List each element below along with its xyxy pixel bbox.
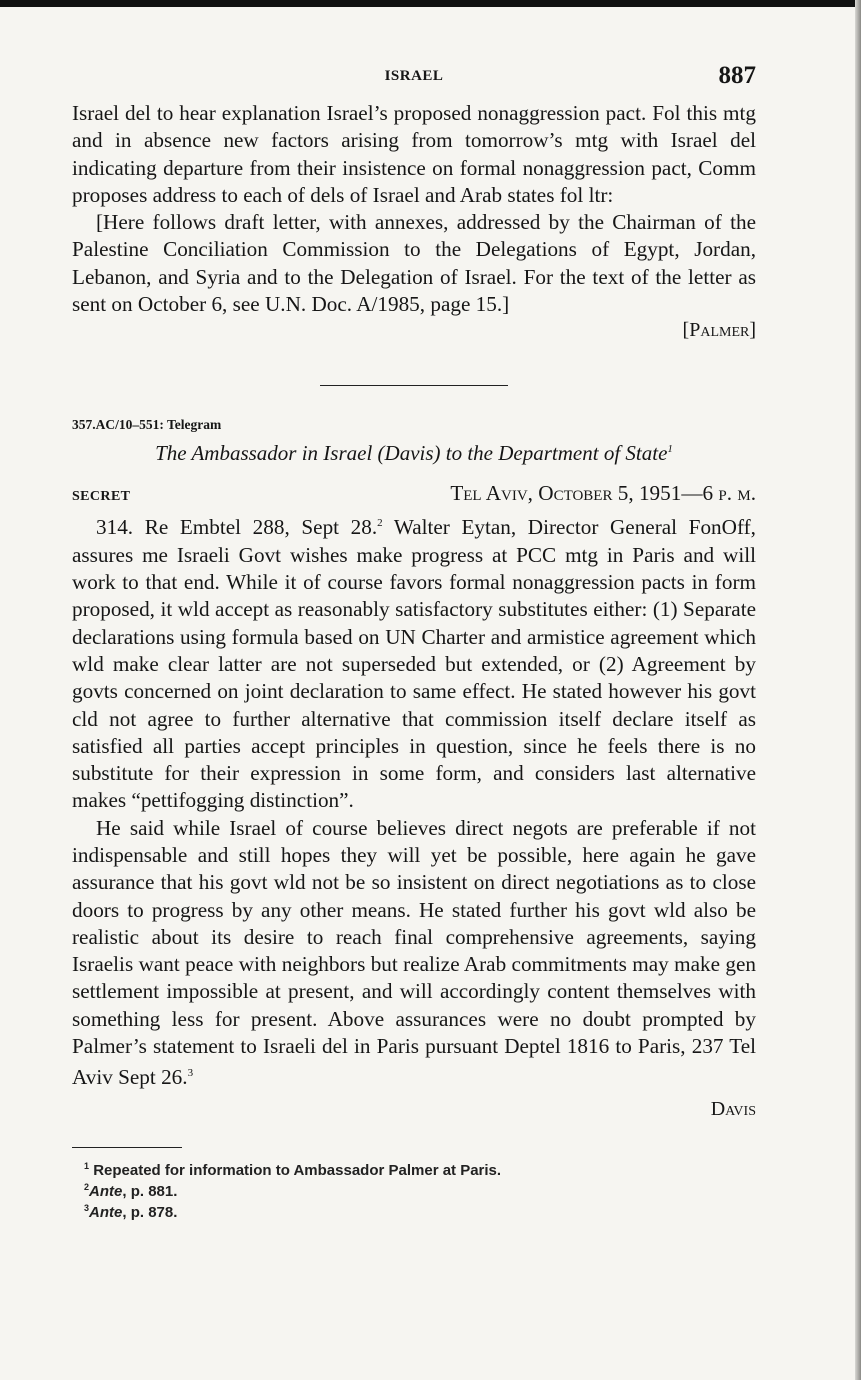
dateline: Tel Aviv, October 5, 1951—6 p. m. — [450, 481, 756, 506]
file-reference: 357.AC/10–551: Telegram — [72, 417, 222, 433]
footnote-ref-1: 1 — [667, 443, 673, 456]
dateline-row — [72, 480, 756, 510]
footnote-ref-2: 2 — [377, 517, 383, 530]
footnote-3-number: 3 — [84, 1202, 90, 1213]
telegram-paragraph-1 — [72, 510, 756, 814]
page-number: 887 — [718, 62, 756, 89]
footnote-1-text: Repeated for information to Ambassador Palmer at Paris. — [93, 1161, 502, 1179]
running-head-title: ISRAEL — [384, 68, 444, 84]
document-page — [72, 60, 756, 1221]
paragraph-1-lead: 314. Re Embtel 288, Sept 28. — [96, 515, 378, 540]
continuation-paragraph: Israel del to hear explanation Israel’s proposed nonaggression pact. Fol this mtg and in absence new factors arising from tomorrow’s mtg with Israel del indicating departure from their insistence on formal nonaggression pact, Comm proposes address to each of dels of Israel and Arab states fol ltr: — [72, 101, 756, 207]
page-top-edge — [0, 0, 861, 7]
section-divider — [320, 385, 508, 386]
editorial-note: [Here follows draft letter, with annexes, addressed by the Chairman of the Palestine Conciliation Commission to the Delegations of Egypt, Jordan, Lebanon, and Syria and to the Delegation of Israel. For the text of the letter as sent on October 6, see U.N. Doc. A/1985, page 15.] — [72, 210, 756, 317]
document-title-text: The Ambassador in Israel (Davis) to the Department of State — [155, 441, 668, 466]
footnote-3-italic: Ante — [89, 1203, 123, 1221]
telegram-paragraph-2 — [72, 815, 756, 1092]
footnote-3-text: , p. 878. — [122, 1203, 178, 1221]
footnote-2-italic: Ante — [89, 1182, 123, 1200]
document-title — [72, 441, 756, 466]
paragraph-1-body: Walter Eytan, Director General FonOff, assures me Israeli Govt wishes make progress at PCC mtg in Paris and will work to that end. While it of course favors formal nonaggression pacts in form proposed, it wld accept as reasonably satisfactory substitutes either: (1) Separate declarations using formula based on UN Charter and armistice agreement which wld make clear latter are not superseded but extended, or (2) Agreement by govts concerned on joint declaration to same effect. He stated however his govt cld not agree to further alternative that commission itself declare itself as satisfied all parties accept principles in question, since he feels there is no substitute for their expression in some form, and considers last alternative makes “pettifogging distinction”. — [72, 515, 756, 813]
footnote-rule — [72, 1147, 182, 1148]
page-binding-shadow — [855, 0, 861, 1380]
continuation-signature: [Palmer] — [682, 319, 756, 342]
footnote-2-text: , p. 881. — [122, 1182, 178, 1200]
footnote-2 — [84, 1179, 756, 1200]
running-head — [72, 60, 756, 100]
footnote-ref-3: 3 — [187, 1067, 194, 1080]
footnote-1 — [84, 1158, 756, 1179]
classification-label: SECRET — [72, 489, 131, 505]
footnotes — [84, 1158, 756, 1221]
footnote-3 — [84, 1200, 756, 1221]
paragraph-2-body: He said while Israel of course believes direct negots are preferable if not indispensable and still hopes they will yet be possible, here again he gave assurance that his govt wld not be so insistent on direct negotiations as to close doors to progress by any other means. He stated further his govt wld also be realistic about its desire to reach final comprehensive agreements, saying Israelis want peace with neighbors but realize Arab commitments may make gen settlement impossible at present, and will accordingly content themselves with something less for present. Above assurances were no doubt prompted by Palmer’s statement to Israeli del in Paris pursuant Deptel 1816 to Paris, 237 Tel Aviv Sept 26. — [72, 815, 756, 1090]
footnote-1-number: 1 — [84, 1160, 90, 1171]
footnote-2-number: 2 — [84, 1181, 90, 1192]
telegram-signature: Davis — [710, 1097, 756, 1120]
